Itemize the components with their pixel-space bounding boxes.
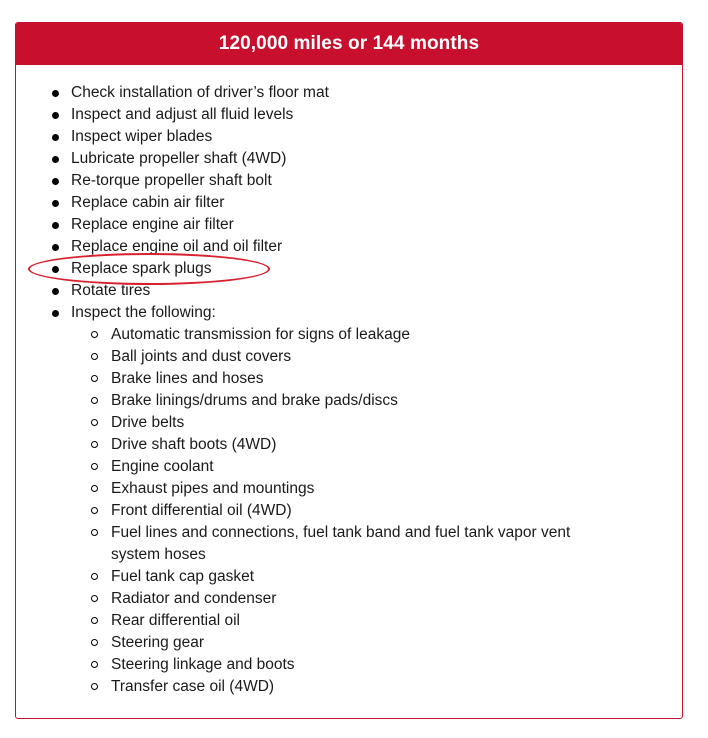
sublist-item: Radiator and condenser <box>71 588 621 610</box>
list-item: Inspect and adjust all fluid levels <box>16 104 682 126</box>
inspect-label: Inspect the following: <box>71 304 216 321</box>
sublist-item: Engine coolant <box>71 456 621 478</box>
list-item: Replace cabin air filter <box>16 192 682 214</box>
sublist-item: Automatic transmission for signs of leakage <box>71 324 621 346</box>
sublist-item: Rear differential oil <box>71 610 621 632</box>
list-item-inspect <box>16 302 682 698</box>
list-item: Inspect wiper blades <box>16 126 682 148</box>
card-title: 120,000 miles or 144 months <box>218 33 480 54</box>
sublist-item: Fuel tank cap gasket <box>71 566 621 588</box>
sublist-item: Fuel lines and connections, fuel tank band and fuel tank vapor vent system hoses <box>71 522 621 566</box>
sublist-item: Drive shaft boots (4WD) <box>71 434 621 456</box>
sublist-item: Steering gear <box>71 632 621 654</box>
list-item: Rotate tires <box>16 280 682 302</box>
sublist-item: Front differential oil (4WD) <box>71 500 621 522</box>
sublist-item: Exhaust pipes and mountings <box>71 478 621 500</box>
sublist-item: Drive belts <box>71 412 621 434</box>
sublist-item: Transfer case oil (4WD) <box>71 676 621 698</box>
maintenance-card <box>15 22 683 719</box>
card-header <box>16 23 682 65</box>
sublist-item: Brake lines and hoses <box>71 368 621 390</box>
sublist-item: Brake linings/drums and brake pads/discs <box>71 390 621 412</box>
sublist-item: Ball joints and dust covers <box>71 346 621 368</box>
list-item: Check installation of driver’s floor mat <box>16 82 682 104</box>
list-item: Replace engine air filter <box>16 214 682 236</box>
list-item: Replace engine oil and oil filter <box>16 236 682 258</box>
list-item: Re-torque propeller shaft bolt <box>16 170 682 192</box>
list-item: Lubricate propeller shaft (4WD) <box>16 148 682 170</box>
sublist-item: Steering linkage and boots <box>71 654 621 676</box>
inspect-sublist <box>71 324 682 698</box>
list-item-spark-plugs: Replace spark plugs <box>16 258 682 280</box>
maintenance-list <box>16 82 682 698</box>
